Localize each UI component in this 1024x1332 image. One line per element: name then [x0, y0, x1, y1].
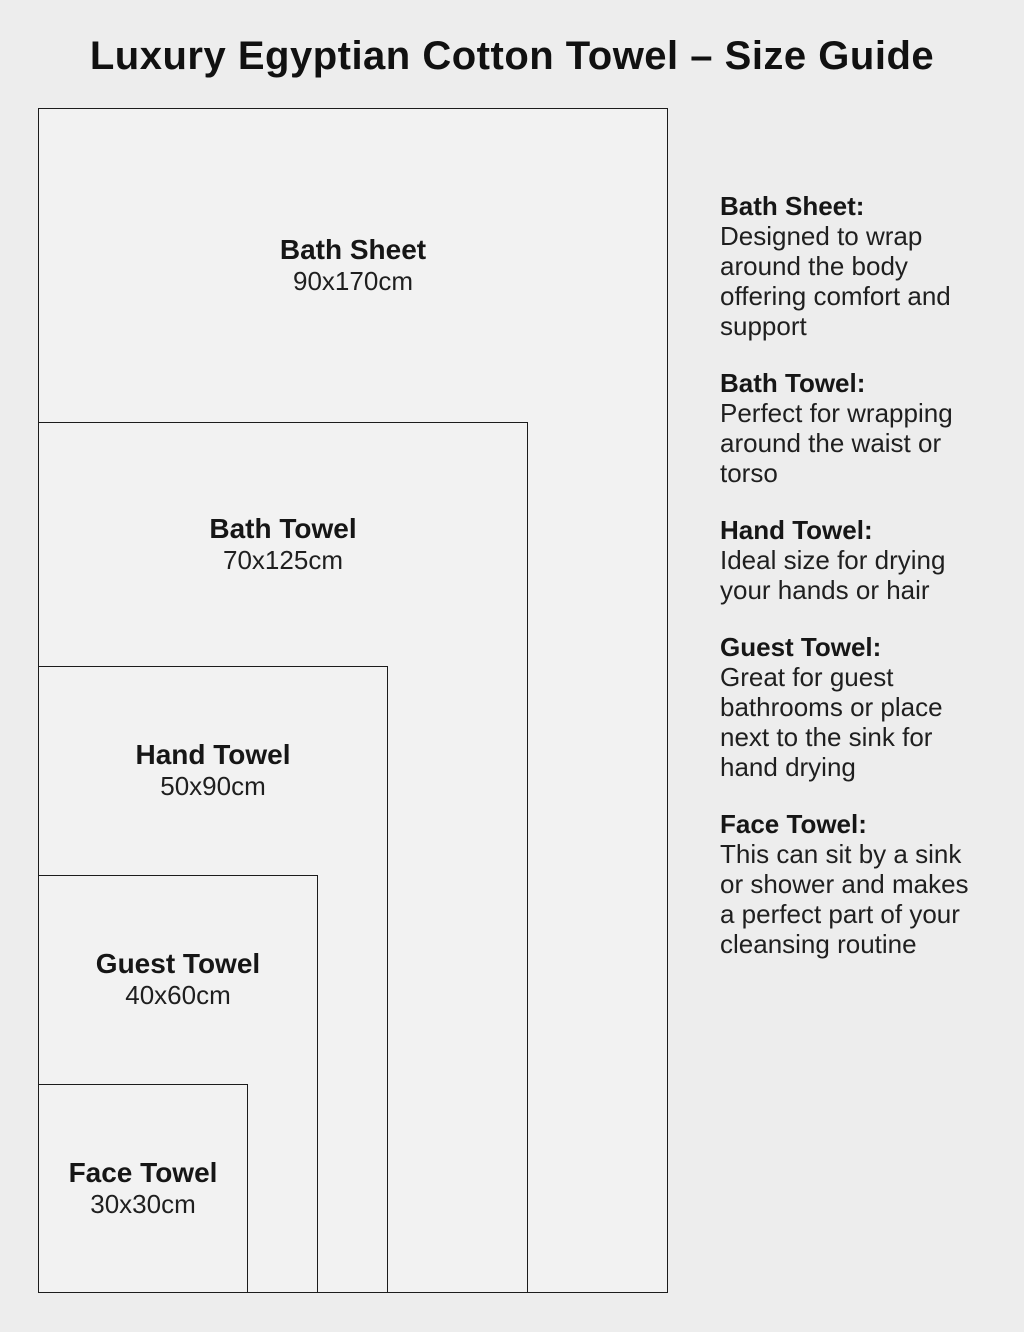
description-heading: Bath Towel:: [720, 368, 866, 398]
towel-name: Face Towel: [68, 1157, 218, 1189]
description-body: Designed to wrap around the body offering comfort and support: [720, 221, 951, 341]
description-body: Great for guest bathrooms or place next to the sink for hand drying: [720, 662, 943, 782]
description-guest-towel: [720, 632, 982, 782]
towel-name: Guest Towel: [95, 948, 261, 980]
towel-rect-face-towel: [38, 1084, 248, 1293]
description-heading: Guest Towel:: [720, 632, 882, 662]
towel-name: Bath Towel: [209, 512, 357, 544]
towel-size: 50x90cm: [160, 771, 266, 802]
description-body: This can sit by a sink or shower and makes a perfect part of your cleansing routine: [720, 839, 969, 959]
description-face-towel: [720, 809, 982, 959]
description-body: Perfect for wrapping around the waist or torso: [720, 398, 953, 488]
description-bath-towel: [720, 368, 982, 488]
description-heading: Face Towel:: [720, 809, 867, 839]
descriptions-panel: [720, 191, 982, 986]
description-heading: Hand Towel:: [720, 515, 873, 545]
towel-size: 30x30cm: [90, 1189, 196, 1220]
towel-name: Hand Towel: [135, 739, 291, 771]
towel-name: Bath Sheet: [279, 233, 427, 265]
description-hand-towel: [720, 515, 982, 605]
description-bath-sheet: [720, 191, 982, 341]
towel-size: 70x125cm: [223, 544, 343, 575]
description-body: Ideal size for drying your hands or hair: [720, 545, 946, 605]
description-heading: Bath Sheet:: [720, 191, 865, 221]
towel-size: 90x170cm: [293, 265, 413, 296]
towel-size: 40x60cm: [125, 980, 231, 1011]
page-title: Luxury Egyptian Cotton Towel – Size Guide: [89, 34, 935, 78]
